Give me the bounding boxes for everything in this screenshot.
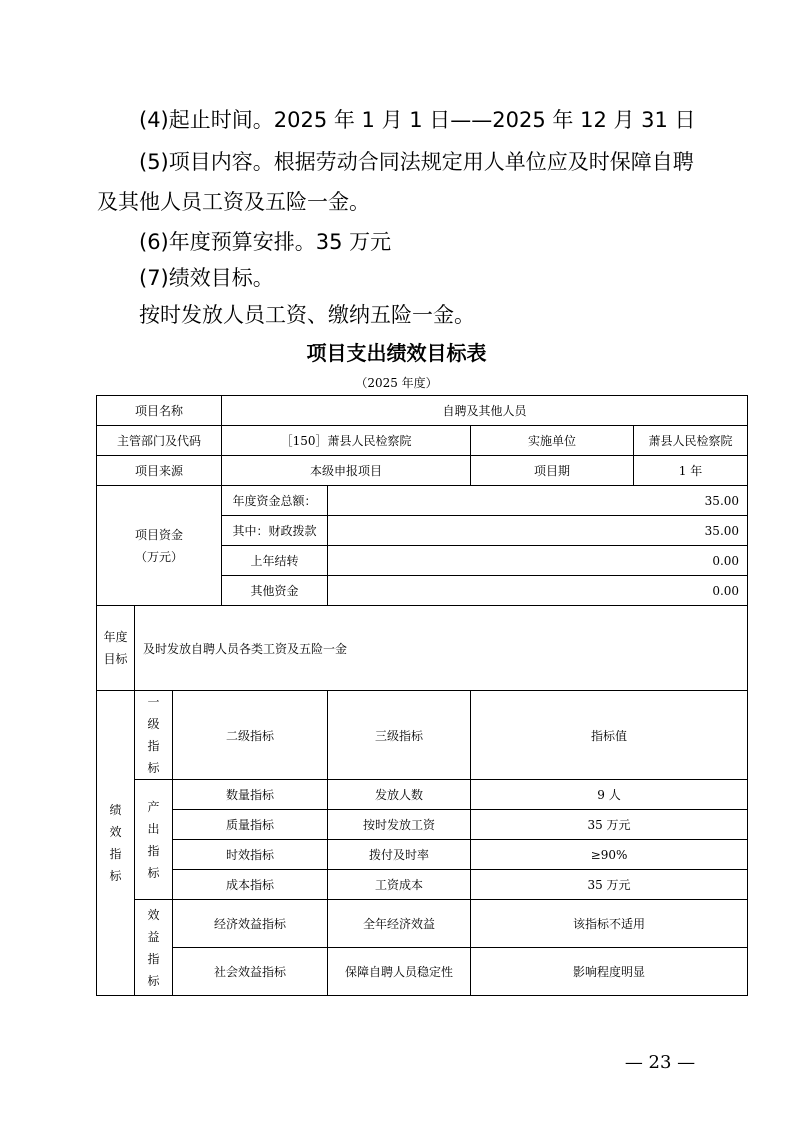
- table-row: [97, 486, 748, 516]
- output-value: 9 人: [471, 780, 748, 810]
- paragraph-content: (5)项目内容。根据劳动合同法规定用人单位应及时保障自聘及其他人员工资及五险一金。: [97, 150, 694, 214]
- funds-row-value: 35.00: [328, 516, 748, 546]
- dept-label: 主管部门及代码: [97, 426, 222, 456]
- source-label: 项目来源: [97, 456, 222, 486]
- benefit-value: 影响程度明显: [471, 948, 748, 996]
- dept-value: ［150］萧县人民检察院: [222, 426, 471, 456]
- performance-table: [96, 395, 748, 996]
- level2-header: 二级指标: [173, 691, 328, 780]
- output-value: ≥90%: [471, 840, 748, 870]
- project-name-label: 项目名称: [97, 396, 222, 426]
- impl-unit-label: 实施单位: [471, 426, 634, 456]
- funds-unit: （万元）: [135, 549, 184, 564]
- table-row: [97, 870, 748, 900]
- output-value: 35 万元: [471, 810, 748, 840]
- benefit-l3: 保障自聘人员稳定性: [328, 948, 471, 996]
- page-number: — 23 —: [624, 1052, 696, 1073]
- table-row: [97, 900, 748, 948]
- annual-goal-label: 年度目标: [103, 630, 128, 666]
- funds-row-label: 其他资金: [222, 576, 328, 606]
- funds-row-label: 年度资金总额：: [222, 486, 328, 516]
- table-row: [97, 810, 748, 840]
- output-l3: 发放人数: [328, 780, 471, 810]
- benefit-value: 该指标不适用: [471, 900, 748, 948]
- level1-header-cell: [135, 691, 173, 780]
- paragraph-goal-heading: (7)绩效目标。: [139, 266, 274, 290]
- period-label: 项目期: [471, 456, 634, 486]
- table-subtitle: （2025 年度）: [355, 376, 438, 390]
- period-value: 1 年: [634, 456, 748, 486]
- benefit-label-cell: [135, 900, 173, 996]
- table-row: [97, 840, 748, 870]
- level3-header: 三级指标: [328, 691, 471, 780]
- benefit-label: 效益指标: [147, 907, 160, 988]
- table-row: [97, 456, 748, 486]
- perf-label-cell: [97, 691, 135, 996]
- table-row: [97, 691, 748, 780]
- output-label-cell: [135, 780, 173, 900]
- funds-row-label: 上年结转: [222, 546, 328, 576]
- funds-row-value: 0.00: [328, 546, 748, 576]
- benefit-l2: 社会效益指标: [173, 948, 328, 996]
- level1-header: 一级指标: [147, 695, 160, 775]
- output-l3: 拨付及时率: [328, 840, 471, 870]
- output-label: 产出指标: [147, 799, 160, 880]
- benefit-l2: 经济效益指标: [173, 900, 328, 948]
- table-row: [97, 426, 748, 456]
- paragraph-goal: 按时发放人员工资、缴纳五险一金。: [139, 303, 475, 327]
- output-value: 35 万元: [471, 870, 748, 900]
- output-l3: 工资成本: [328, 870, 471, 900]
- impl-unit-value: 萧县人民检察院: [634, 426, 748, 456]
- funds-label: 项目资金: [135, 527, 184, 542]
- table-row: [97, 948, 748, 996]
- output-l2: 成本指标: [173, 870, 328, 900]
- source-value: 本级申报项目: [222, 456, 471, 486]
- table-row: [97, 396, 748, 426]
- annual-goal-value: 及时发放自聘人员各类工资及五险一金: [135, 606, 748, 691]
- paragraph-time: (4)起止时间。2025 年 1 月 1 日——2025 年 12 月 31 日: [139, 108, 696, 132]
- output-l2: 质量指标: [173, 810, 328, 840]
- output-l2: 时效指标: [173, 840, 328, 870]
- benefit-l3: 全年经济效益: [328, 900, 471, 948]
- output-l3: 按时发放工资: [328, 810, 471, 840]
- output-l2: 数量指标: [173, 780, 328, 810]
- table-row: [97, 780, 748, 810]
- project-name-value: 自聘及其他人员: [222, 396, 748, 426]
- funds-row-value: 0.00: [328, 576, 748, 606]
- funds-label-cell: [97, 486, 222, 606]
- perf-label: 绩效指标: [109, 803, 122, 883]
- table-row: [97, 606, 748, 691]
- annual-goal-label-cell: [97, 606, 135, 691]
- funds-row-value: 35.00: [328, 486, 748, 516]
- funds-row-label: 其中：财政拨款: [222, 516, 328, 546]
- table-title: 项目支出绩效目标表: [306, 341, 487, 365]
- paragraph-budget: (6)年度预算安排。35 万元: [139, 230, 392, 254]
- value-header: 指标值: [471, 691, 748, 780]
